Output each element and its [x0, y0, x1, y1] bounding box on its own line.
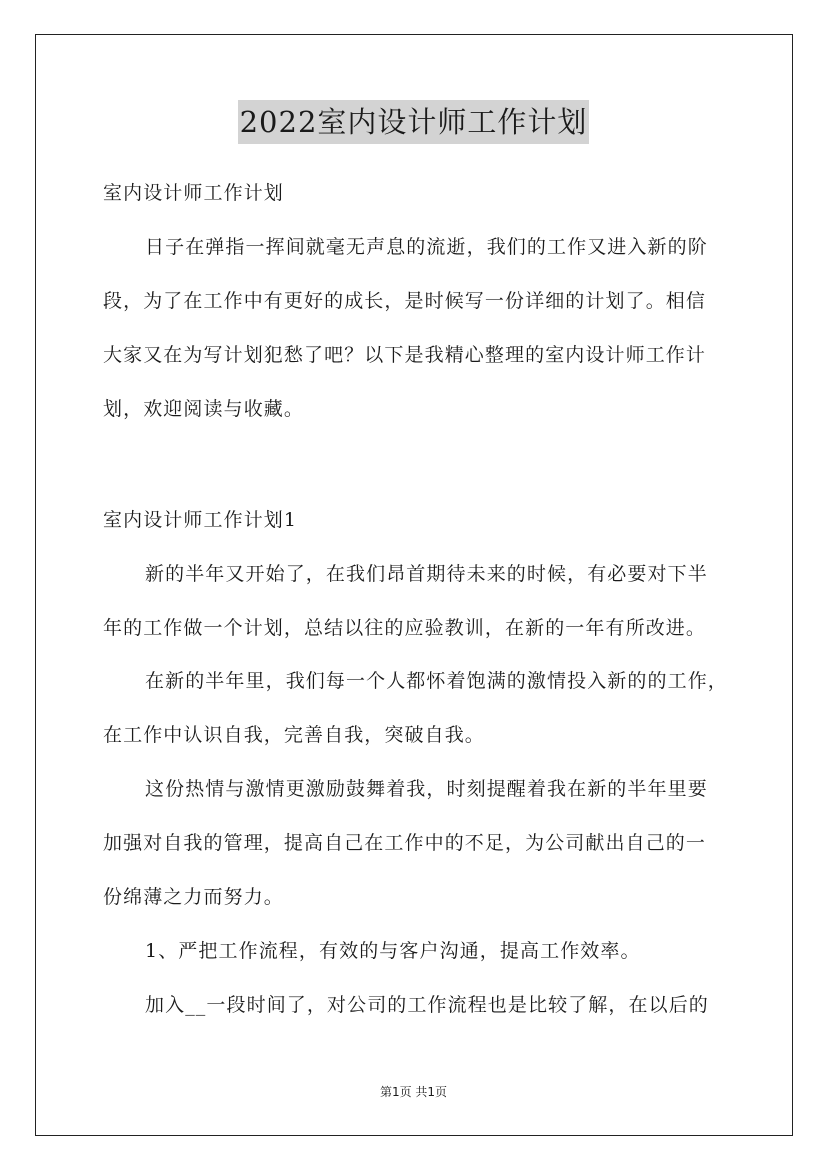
body-line: 这份热情与激情更激励鼓舞着我，时刻提醒着我在新的半年里要 — [145, 778, 708, 800]
body-line: 新的半年又开始了，在我们昂首期待未来的时候，有必要对下半 — [145, 563, 708, 585]
document-title: 2022室内设计师工作计划 — [238, 100, 590, 144]
intro-line: 段，为了在工作中有更好的成长，是时候写一份详细的计划了。相信 — [103, 290, 707, 312]
intro-line: 日子在弹指一挥间就毫无声息的流逝，我们的工作又进入新的阶 — [145, 236, 708, 258]
section-heading: 室内设计师工作计划1 — [103, 509, 298, 531]
intro-line: 划，欢迎阅读与收藏。 — [103, 398, 305, 420]
body-line: 在工作中认识自我，完善自我，突破自我。 — [103, 724, 485, 746]
document-subtitle: 室内设计师工作计划 — [103, 182, 284, 204]
intro-line: 大家又在为写计划犯愁了吧？以下是我精心整理的室内设计师工作计 — [103, 344, 707, 366]
body-line: 年的工作做一个计划，总结以往的应验教训，在新的一年有所改进。 — [103, 617, 707, 639]
body-line: 在新的半年里，我们每一个人都怀着饱满的激情投入新的的工作， — [145, 670, 728, 692]
page-number-label: 第1页 共1页 — [379, 1085, 448, 1099]
body-line: 加入__一段时间了，对公司的工作流程也是比较了解，在以后的 — [145, 994, 709, 1016]
body-line: 1、严把工作流程，有效的与客户沟通，提高工作效率。 — [145, 940, 641, 962]
body-line: 加强对自我的管理，提高自己在工作中的不足，为公司献出自己的一 — [103, 832, 707, 854]
body-line: 份绵薄之力而努力。 — [103, 886, 284, 908]
title-container — [0, 100, 827, 144]
page-footer — [0, 1083, 827, 1100]
